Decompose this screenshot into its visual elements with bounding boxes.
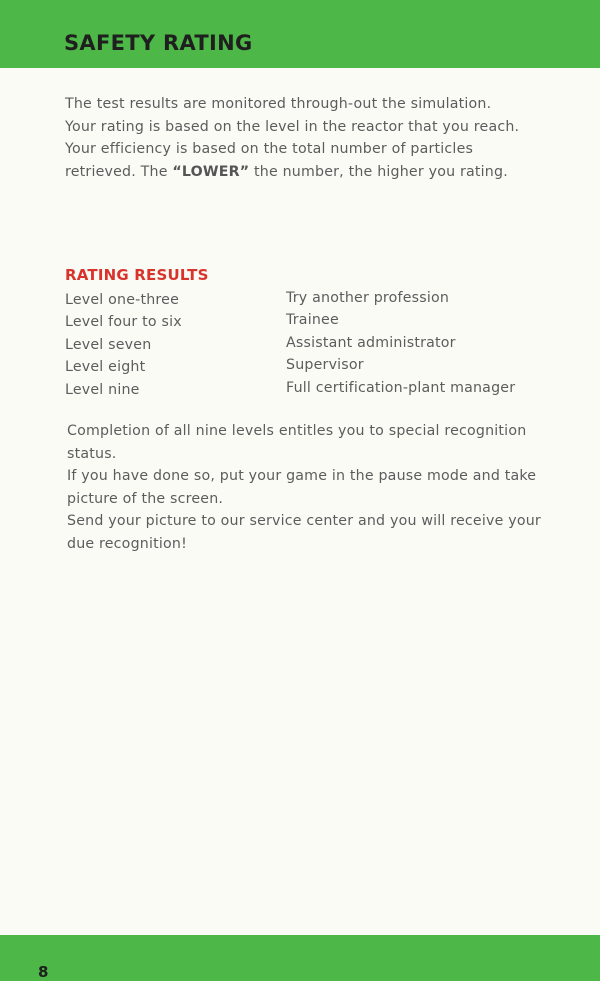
rating-title: Assistant administrator <box>286 334 456 351</box>
rating-level: Level eight <box>65 359 146 376</box>
intro-paragraph-3 <box>65 138 545 183</box>
rating-level: Level one-three <box>65 292 180 308</box>
closing-paragraph-2: If you have done so, put your game in the pause mode and take picture of the screen. <box>67 468 537 507</box>
rating-title: Try another profession <box>286 290 450 306</box>
rating-row <box>65 311 575 333</box>
rating-title: Full certification-plant manager <box>286 379 516 396</box>
page-number: 8 <box>38 963 49 981</box>
closing-paragraph-1: Completion of all nine levels entitles you to special recognition status. <box>67 423 527 462</box>
intro-text <box>65 93 545 183</box>
rating-title: Trainee <box>286 312 339 329</box>
footer-band <box>0 935 600 981</box>
intro-paragraph-3-end: the number, the higher you rating. <box>254 163 508 180</box>
rating-level: Level seven <box>65 336 152 353</box>
rating-row <box>65 334 575 356</box>
rating-results-table <box>65 289 575 401</box>
rating-title: Supervisor <box>286 357 364 374</box>
rating-row <box>65 289 575 311</box>
rating-level: Level nine <box>65 381 140 398</box>
intro-paragraph-1: The test results are monitored through-out the simulation. <box>65 96 492 112</box>
emphasis-lower: “LOWER” <box>172 163 250 180</box>
rating-row <box>65 379 575 401</box>
rating-results-heading: RATING RESULTS <box>65 266 209 284</box>
rating-level: Level four to six <box>65 314 182 331</box>
intro-paragraph-2: Your rating is based on the level in the reactor that you reach. <box>65 118 520 135</box>
intro-paragraph-3-start: Your efficiency is based on the total number of particles retrieved. The <box>65 141 474 180</box>
closing-paragraph-3: Send your picture to our service center and you will receive your due recognition! <box>67 513 541 552</box>
page-title: SAFETY RATING <box>64 31 253 55</box>
rating-row <box>65 356 575 378</box>
closing-text <box>67 420 547 556</box>
